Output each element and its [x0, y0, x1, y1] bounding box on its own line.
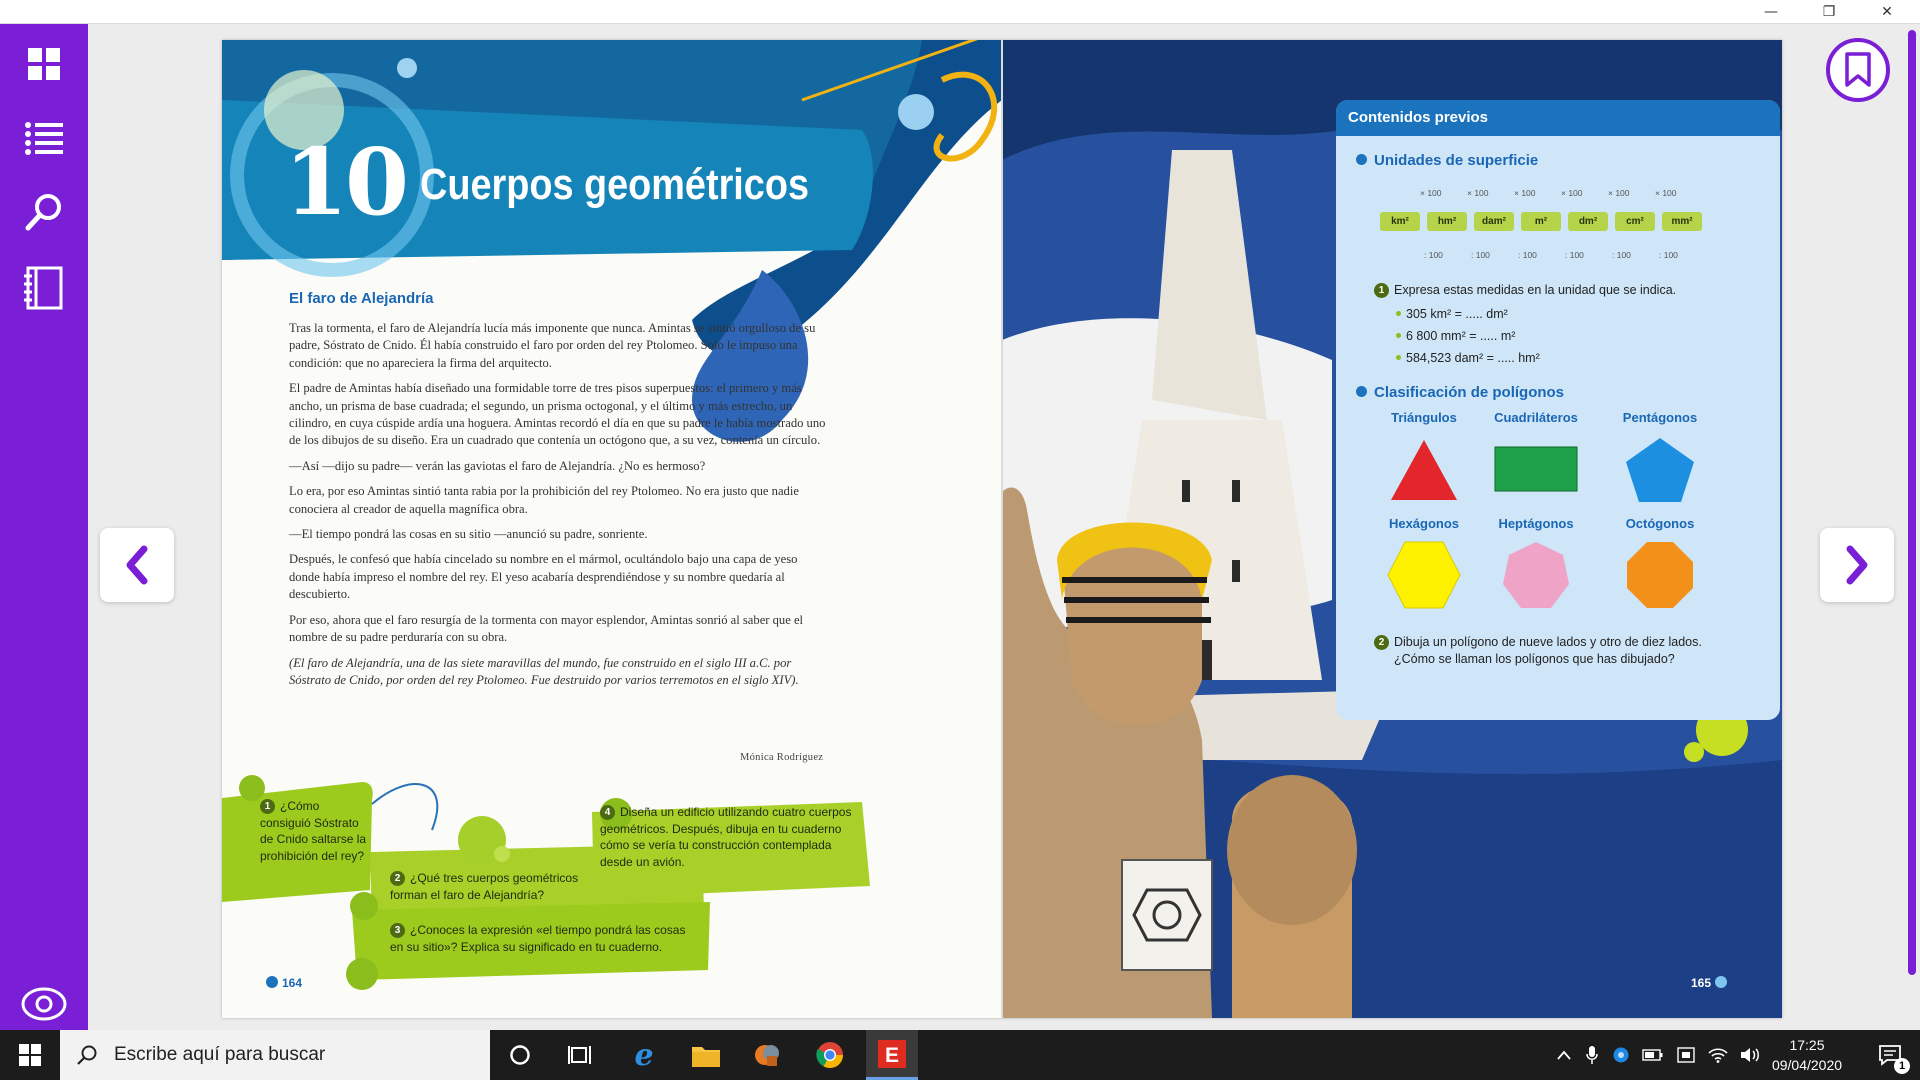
story-paragraph: —Así —dijo su padre— verán las gaviotas el faro de Alejandría. ¿No es hermoso?	[289, 458, 706, 473]
svg-text:e: e	[634, 1040, 654, 1070]
activity-2	[390, 870, 610, 903]
multiply-label: × 100	[1608, 188, 1630, 198]
multiply-label: × 100	[1514, 188, 1536, 198]
divide-label: : 100	[1424, 250, 1443, 260]
close-button[interactable]: ✕	[1881, 4, 1893, 20]
chrome-icon	[815, 1040, 845, 1070]
activity-4	[600, 804, 856, 870]
author: Mónica Rodríguez	[740, 752, 824, 763]
triangle-shape	[1389, 438, 1459, 502]
exercise-number: 1	[1374, 283, 1389, 298]
restore-button[interactable]: ❐	[1822, 4, 1836, 20]
system-tray	[1556, 1030, 1760, 1080]
page-number-left: 164	[266, 976, 302, 990]
bookmark-button[interactable]	[1826, 38, 1890, 102]
multiply-label: × 100	[1420, 188, 1442, 198]
cortana-button[interactable]	[494, 1030, 546, 1080]
activity-text: ¿Conoces la expresión «el tiempo pondrá las cosas en su sitio»? Explica su significado en tu cuaderno.	[390, 923, 686, 954]
unit-chip: m²	[1521, 212, 1561, 231]
task-view-icon	[568, 1044, 592, 1066]
previous-contents-panel	[1336, 100, 1780, 720]
scrollbar[interactable]	[1908, 30, 1916, 975]
wifi-icon[interactable]	[1708, 1047, 1728, 1063]
divide-label: : 100	[1659, 250, 1678, 260]
polygon-label: Cuadriláteros	[1494, 410, 1578, 425]
action-center-button[interactable]	[1864, 1030, 1916, 1080]
app-tray-icon[interactable]	[1612, 1046, 1630, 1064]
notification-badge: 1	[1894, 1058, 1910, 1074]
polygon-label: Hexágonos	[1388, 516, 1460, 531]
activity-1	[260, 798, 372, 864]
divide-label: : 100	[1471, 250, 1490, 260]
left-page	[222, 40, 1002, 1018]
exercise-1: 1 Expresa estas medidas en la unidad que se indica.	[1374, 282, 1676, 299]
eye-icon	[21, 987, 67, 1021]
folder-icon	[691, 1042, 721, 1068]
polygon-label: Heptágonos	[1498, 516, 1574, 531]
activity-text: ¿Qué tres cuerpos geométricos forman el faro de Alejandría?	[390, 871, 579, 902]
list-icon	[24, 120, 64, 156]
polygon-label: Triángulos	[1391, 410, 1457, 425]
story-title: El faro de Alejandría	[289, 290, 434, 307]
sidebar-item-view[interactable]	[18, 978, 70, 1030]
unit-chip: mm²	[1662, 212, 1702, 231]
cortana-icon	[509, 1044, 531, 1066]
taskbar-search[interactable]	[60, 1030, 490, 1080]
start-button[interactable]	[4, 1030, 56, 1080]
activity-text: ¿Cómo consiguió Sóstrato de Cnido saltarse la prohibición del rey?	[260, 799, 367, 863]
multiply-label: × 100	[1655, 188, 1677, 198]
edge-icon	[629, 1040, 659, 1070]
taskbar	[0, 1030, 1920, 1080]
multiply-label: × 100	[1561, 188, 1583, 198]
activity-number: 3	[390, 923, 405, 938]
activity-3	[390, 922, 690, 955]
unit-chip: cm²	[1615, 212, 1655, 231]
polygon-label: Octógonos	[1625, 516, 1695, 531]
unit-chip: hm²	[1427, 212, 1467, 231]
book-gutter	[1001, 40, 1003, 1018]
task-view-button[interactable]	[554, 1030, 606, 1080]
sidebar-item-search[interactable]	[18, 186, 70, 238]
chevron-right-icon	[1842, 545, 1872, 585]
story-paragraph: Por eso, ahora que el faro resurgía de la tormenta con mayor esplendor, Amintas sonrió al saber que el nombre de su padre perduraría con su obra.	[289, 612, 804, 645]
device-icon[interactable]	[1676, 1046, 1696, 1064]
e-reader-icon	[877, 1039, 907, 1069]
chapter-number: 10	[284, 128, 407, 236]
chevron-left-icon	[122, 545, 152, 585]
exercise-1-item: 305 km² = ..... dm²	[1396, 306, 1508, 323]
app-button[interactable]	[742, 1030, 794, 1080]
heptagon-shape	[1501, 540, 1571, 610]
divide-label: : 100	[1518, 250, 1537, 260]
activity-text: Diseña un edificio utilizando cuatro cuerpos geométricos. Después, dibuja en tu cuaderno cómo se vería tu construcción contemplada desde un avión.	[600, 805, 852, 869]
e-reader-button[interactable]	[866, 1030, 918, 1080]
unit-chip: dam²	[1474, 212, 1514, 231]
search-icon	[76, 1044, 98, 1066]
sidebar-item-notebook[interactable]	[18, 262, 70, 314]
grid-icon	[26, 46, 62, 82]
story-paragraph: Después, le confesó que había cincelado su nombre en el mármol, ocultándolo bajo una capa de yeso donde había impreso el nombre del rey. El yeso acabaría desprendiéndose y su nombre quedaría al descubierto.	[289, 552, 798, 602]
window-title-bar	[0, 0, 1920, 24]
octagon-shape	[1625, 540, 1695, 610]
file-explorer-button[interactable]	[680, 1030, 732, 1080]
activity-number: 2	[390, 871, 405, 886]
windows-logo-icon	[19, 1044, 41, 1066]
story-note: (El faro de Alejandría, una de las siete maravillas del mundo, fue construido en el siglo III a.C. por Sóstrato de Cnido, por orden del rey Ptolomeo. Fue destruido por varios terremotos en el siglo XIV).	[289, 655, 799, 687]
story-paragraph: —El tiempo pondrá las cosas en su sitio —anunció su padre, sonriente.	[289, 527, 648, 542]
microphone-icon[interactable]	[1586, 1045, 1598, 1065]
units-section-title: Unidades de superficie	[1356, 152, 1538, 169]
hexagon-shape	[1386, 540, 1462, 610]
unit-chip: dm²	[1568, 212, 1608, 231]
taskbar-clock[interactable]	[1752, 1035, 1862, 1075]
chrome-button[interactable]	[804, 1030, 856, 1080]
panel-header: Contenidos previos	[1336, 100, 1780, 136]
search-icon	[25, 193, 63, 231]
story-paragraph: El padre de Amintas había diseñado una formidable torre de tres pisos superpuestos: el primero y más ancho, un prisma de base cuadrada; el segundo, un prisma octogonal, y el último y más estrecho, un cilindro, en cuya cúspide ardía una hoguera. Amintas recordó el día en que su padre le había mostrado uno de los dibujos de su diseño. Era un cuadrado que contenía un octógono que, a su vez, contenía un círculo.	[289, 381, 826, 448]
edge-button[interactable]	[618, 1030, 670, 1080]
search-placeholder: Escribe aquí para buscar	[114, 1044, 326, 1065]
polygon-label: Pentágonos	[1622, 410, 1698, 425]
story-paragraph: Lo era, por eso Amintas sintió tanta rabia por la prohibición del rey Ptolomeo. No era justo que nadie conociera al creador de aquella magnífica obra.	[289, 484, 799, 516]
page-number-right: 165	[1691, 976, 1727, 990]
story-paragraph: Tras la tormenta, el faro de Alejandría lucía más imponente que nunca. Amintas se sintió orgulloso de su padre, Sóstrato de Cnido. Él había construido el faro por orden del rey Ptolomeo. Solo le impuso una condición: que no apareciera la firma del arquitecto.	[289, 321, 816, 370]
minimize-button[interactable]: —	[1764, 4, 1778, 20]
exercise-1-item: 584,523 dam² = ..... hm²	[1396, 350, 1540, 367]
previous-page-button[interactable]	[100, 528, 174, 602]
sidebar-item-home[interactable]	[18, 38, 70, 90]
divide-label: : 100	[1565, 250, 1584, 260]
bookmark-icon	[1844, 52, 1872, 88]
next-page-button[interactable]	[1820, 528, 1894, 602]
exercise-1-item: 6 800 mm² = ..... m²	[1396, 328, 1515, 345]
exercise-number: 2	[1374, 635, 1389, 650]
story-text	[289, 320, 829, 697]
chapter-title: Cuerpos geométricos	[420, 160, 810, 209]
polygons-section-title: Clasificación de polígonos	[1356, 384, 1564, 401]
svg-text:E: E	[884, 1043, 900, 1067]
pentagon-shape	[1624, 436, 1696, 504]
activity-number: 4	[600, 805, 615, 820]
sidebar	[0, 24, 88, 1030]
chevron-up-icon[interactable]	[1556, 1049, 1572, 1061]
exercise-2: 2 Dibuja un polígono de nueve lados y otro de diez lados.	[1374, 634, 1774, 651]
app-icon	[753, 1040, 783, 1070]
divide-label: : 100	[1612, 250, 1631, 260]
unit-chip: km²	[1380, 212, 1420, 231]
battery-icon[interactable]	[1642, 1048, 1664, 1062]
clock-time: 17:25	[1789, 1037, 1825, 1053]
sidebar-item-index[interactable]	[18, 112, 70, 164]
clock-date: 09/04/2020	[1771, 1057, 1843, 1073]
activity-number: 1	[260, 799, 275, 814]
exercise-2-question: ¿Cómo se llaman los polígonos que has dibujado?	[1394, 652, 1675, 666]
multiply-label: × 100	[1467, 188, 1489, 198]
quadrilateral-shape	[1494, 446, 1578, 492]
notebook-icon	[24, 266, 64, 310]
